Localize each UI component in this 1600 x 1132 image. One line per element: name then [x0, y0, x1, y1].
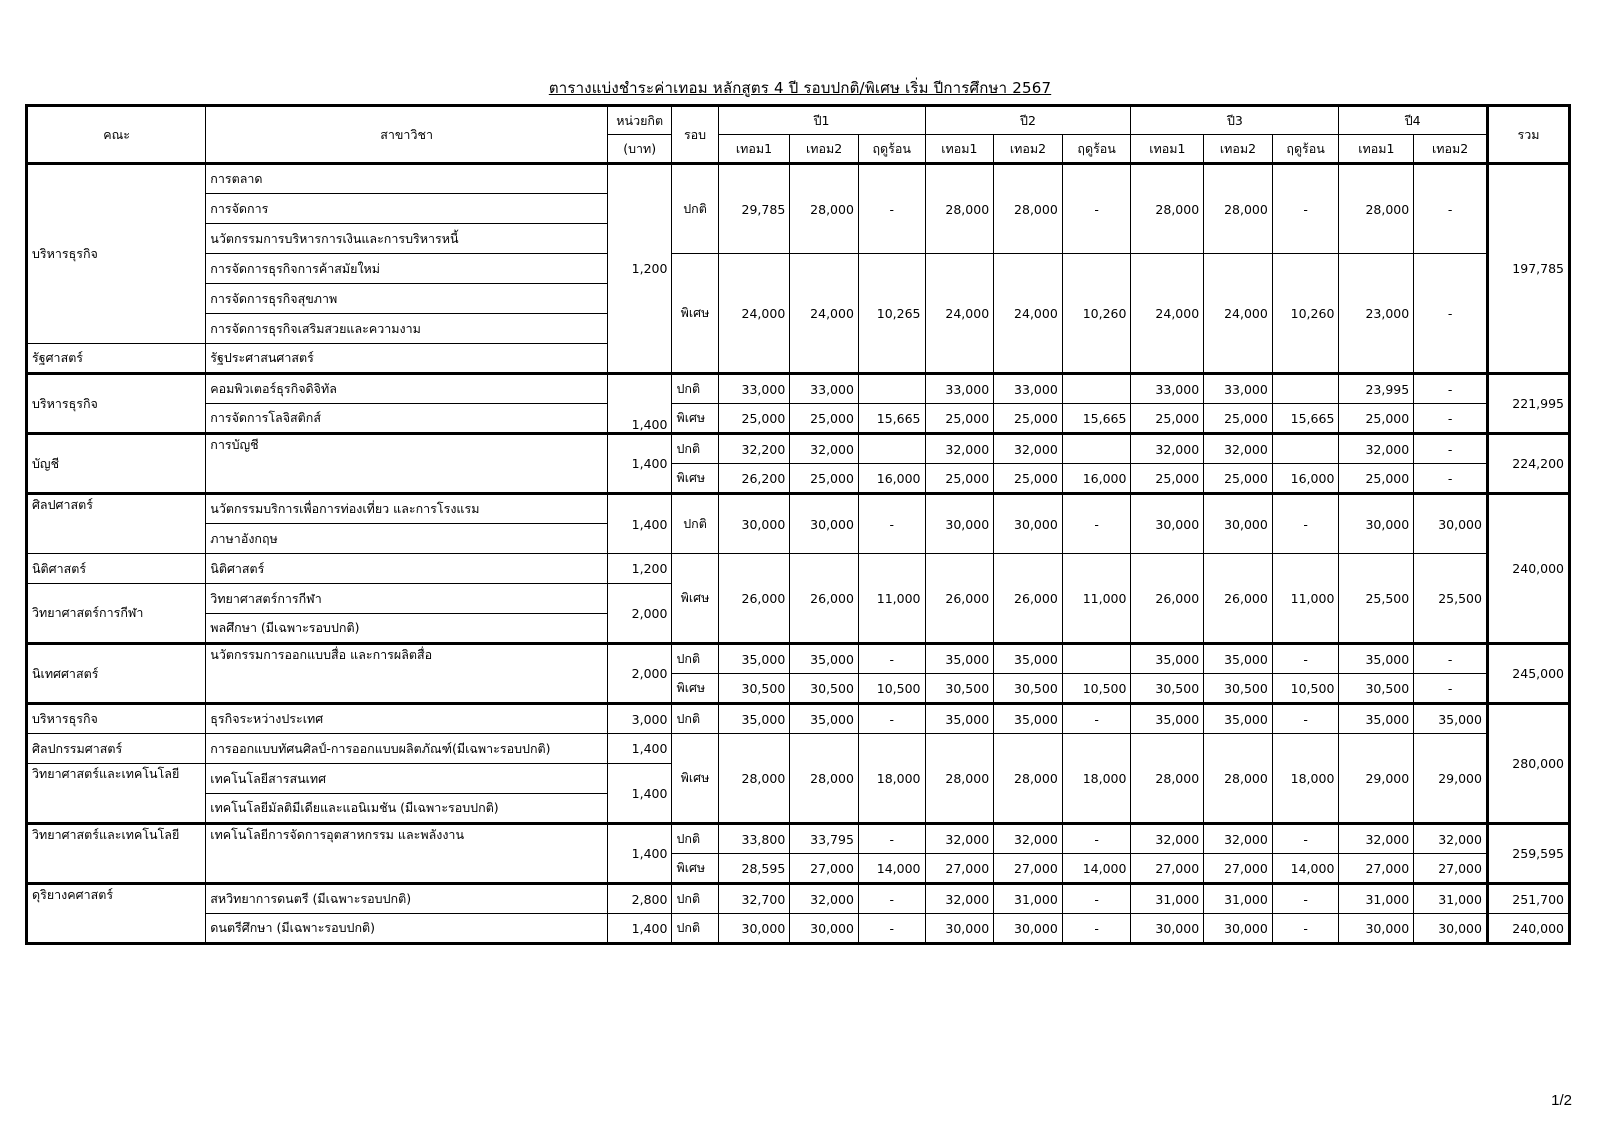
fee-cell: -	[1062, 884, 1131, 914]
credit-fee-cell: 1,400	[607, 914, 672, 944]
fee-cell: 25,000	[718, 404, 790, 434]
fee-cell: -	[858, 164, 925, 254]
faculty-cell: ดุริยางคศาสตร์	[27, 884, 206, 944]
fee-cell: -	[858, 494, 925, 554]
header-faculty: คณะ	[27, 106, 206, 164]
fee-cell: 25,000	[994, 404, 1063, 434]
fee-cell: -	[1272, 914, 1339, 944]
fee-cell: 25,000	[790, 464, 859, 494]
fee-cell: 30,000	[790, 914, 859, 944]
fee-cell: 25,000	[1131, 464, 1204, 494]
header-round: รอบ	[672, 106, 718, 164]
fee-cell: 30,000	[1414, 914, 1488, 944]
major-cell: รัฐประศาสนศาสตร์	[206, 344, 608, 374]
fee-cell: -	[858, 644, 925, 674]
header-y3-term2: เทอม2	[1204, 135, 1273, 164]
major-cell: นวัตกรรมการออกแบบสื่อ และการผลิตสื่อ	[206, 644, 608, 704]
fee-cell: 10,500	[1062, 674, 1131, 704]
major-cell: การจัดการธุรกิจเสริมสวยและความงาม	[206, 314, 608, 344]
fee-cell: -	[1414, 674, 1488, 704]
table-row	[27, 644, 1570, 674]
fee-cell: 28,000	[790, 164, 859, 254]
total-cell: 280,000	[1487, 704, 1569, 824]
fee-cell: 25,000	[1131, 404, 1204, 434]
header-y4-term2: เทอม2	[1414, 135, 1488, 164]
fee-cell: 30,000	[994, 494, 1063, 554]
fee-cell: 33,800	[718, 824, 790, 854]
fee-cell: 32,000	[1339, 824, 1414, 854]
fee-cell	[1062, 434, 1131, 464]
fee-cell: 18,000	[1272, 734, 1339, 824]
credit-fee-cell: 1,200	[607, 554, 672, 584]
table-row	[27, 374, 1570, 404]
header-credit-fee: หน่วยกิต	[607, 106, 672, 135]
fee-cell: 33,000	[790, 374, 859, 404]
fee-cell: 35,000	[994, 644, 1063, 674]
fee-cell: -	[1414, 254, 1488, 374]
fee-cell: 35,000	[925, 644, 994, 674]
fee-cell: 35,000	[925, 704, 994, 734]
fee-cell: 14,000	[1272, 854, 1339, 884]
fee-cell: 29,000	[1414, 734, 1488, 824]
table-row	[27, 884, 1570, 914]
fee-cell: 28,000	[718, 734, 790, 824]
major-cell: ธุรกิจระหว่างประเทศ	[206, 704, 608, 734]
fee-cell: -	[1062, 704, 1131, 734]
fee-cell: 25,500	[1414, 554, 1488, 644]
header-year-2: ปี2	[925, 106, 1131, 135]
fee-cell: 35,000	[1204, 644, 1273, 674]
fee-cell: 32,000	[1414, 824, 1488, 854]
fee-cell: 30,000	[718, 494, 790, 554]
fee-cell: 26,200	[718, 464, 790, 494]
major-cell: การบัญชี	[206, 434, 608, 494]
fee-cell: 16,000	[1272, 464, 1339, 494]
fee-cell: 30,000	[1131, 494, 1204, 554]
major-cell: พลศึกษา (มีเฉพาะรอบปกติ)	[206, 614, 608, 644]
credit-fee-cell: 1,400	[607, 764, 672, 824]
fee-cell: 24,000	[994, 254, 1063, 374]
fee-cell: 30,000	[1204, 914, 1273, 944]
fee-cell: -	[1272, 704, 1339, 734]
fee-cell: 24,000	[925, 254, 994, 374]
header-y1-term1: เทอม1	[718, 135, 790, 164]
fee-cell: 26,000	[1131, 554, 1204, 644]
fee-cell: 24,000	[1131, 254, 1204, 374]
total-cell: 224,200	[1487, 434, 1569, 494]
major-cell: นิติศาสตร์	[206, 554, 608, 584]
fee-cell: 30,500	[1339, 674, 1414, 704]
fee-cell: 28,000	[925, 734, 994, 824]
fee-cell: 25,000	[790, 404, 859, 434]
fee-cell: 35,000	[1204, 704, 1273, 734]
round-normal: ปกติ	[672, 704, 718, 734]
total-cell: 259,595	[1487, 824, 1569, 884]
fee-cell: 32,000	[1131, 434, 1204, 464]
fee-cell: 35,000	[1339, 644, 1414, 674]
fee-cell: 25,000	[925, 404, 994, 434]
round-special: พิเศษ	[672, 854, 718, 884]
fee-cell: 24,000	[718, 254, 790, 374]
fee-cell: 32,000	[925, 434, 994, 464]
faculty-cell: ศิลปศาสตร์	[27, 494, 206, 554]
fee-cell: 26,000	[925, 554, 994, 644]
fee-cell: 28,000	[1131, 164, 1204, 254]
fee-cell: 28,000	[1204, 734, 1273, 824]
fee-cell: 10,265	[858, 254, 925, 374]
table-row	[27, 164, 1570, 194]
fee-cell	[858, 374, 925, 404]
fee-cell: 30,500	[994, 674, 1063, 704]
fee-cell: 26,000	[1204, 554, 1273, 644]
fee-cell: 25,000	[1204, 464, 1273, 494]
fee-cell: 33,000	[718, 374, 790, 404]
fee-cell: 27,000	[994, 854, 1063, 884]
table-body	[27, 164, 1570, 944]
fee-cell: 10,500	[858, 674, 925, 704]
fee-cell: 27,000	[1339, 854, 1414, 884]
fee-cell: 32,000	[790, 434, 859, 464]
fee-cell: 30,500	[1204, 674, 1273, 704]
header-y2-summer: ฤดูร้อน	[1062, 135, 1131, 164]
header-row-1	[27, 106, 1570, 135]
fee-cell: 31,000	[1414, 884, 1488, 914]
faculty-cell: วิทยาศาสตร์และเทคโนโลยี	[27, 824, 206, 884]
fee-cell: 30,000	[994, 914, 1063, 944]
fee-cell: -	[1414, 404, 1488, 434]
round-normal: ปกติ	[672, 494, 718, 554]
faculty-cell: บัญชี	[27, 434, 206, 494]
fee-cell: 32,200	[718, 434, 790, 464]
faculty-cell: นิติศาสตร์	[27, 554, 206, 584]
fee-cell: 23,000	[1339, 254, 1414, 374]
header-year-3: ปี3	[1131, 106, 1339, 135]
total-cell: 221,995	[1487, 374, 1569, 434]
faculty-cell: รัฐศาสตร์	[27, 344, 206, 374]
fee-cell: 31,000	[994, 884, 1063, 914]
fee-cell: 32,000	[1204, 434, 1273, 464]
header-y2-term1: เทอม1	[925, 135, 994, 164]
total-cell: 240,000	[1487, 494, 1569, 644]
major-cell: การจัดการ	[206, 194, 608, 224]
fee-cell	[1062, 644, 1131, 674]
round-normal: ปกติ	[672, 914, 718, 944]
fee-cell: 29,000	[1339, 734, 1414, 824]
fee-cell: 26,000	[790, 554, 859, 644]
fee-cell: 27,000	[925, 854, 994, 884]
fee-cell: -	[1272, 824, 1339, 854]
fee-cell: 35,000	[1414, 704, 1488, 734]
fee-cell: -	[1272, 644, 1339, 674]
header-year-1: ปี1	[718, 106, 925, 135]
fee-cell: 28,000	[1204, 164, 1273, 254]
fee-cell: 32,000	[790, 884, 859, 914]
major-cell: ภาษาอังกฤษ	[206, 524, 608, 554]
fee-cell: 25,000	[1339, 404, 1414, 434]
round-normal: ปกติ	[672, 164, 718, 254]
fee-cell: 25,000	[1339, 464, 1414, 494]
fee-cell: 32,000	[994, 824, 1063, 854]
fee-cell: -	[1062, 494, 1131, 554]
fee-cell: 27,000	[1414, 854, 1488, 884]
fee-cell: -	[1062, 824, 1131, 854]
page-number: 1/2	[1551, 1092, 1572, 1109]
fee-cell: 32,000	[1131, 824, 1204, 854]
fee-cell: 25,000	[1204, 404, 1273, 434]
major-cell: การตลาด	[206, 164, 608, 194]
major-cell: การจัดการโลจิสติกส์	[206, 404, 608, 434]
credit-fee-cell: 1,200	[607, 164, 672, 374]
fee-cell: 30,500	[718, 674, 790, 704]
fee-cell: 32,000	[1204, 824, 1273, 854]
fee-cell: 30,500	[925, 674, 994, 704]
total-cell: 245,000	[1487, 644, 1569, 704]
fee-cell: 27,000	[1131, 854, 1204, 884]
header-credit-fee-unit: (บาท)	[607, 135, 672, 164]
fee-cell: -	[1414, 164, 1488, 254]
fee-cell: 28,000	[1131, 734, 1204, 824]
fee-cell: -	[1414, 374, 1488, 404]
fee-cell: -	[1062, 914, 1131, 944]
fee-cell: -	[1414, 434, 1488, 464]
fee-cell: 10,500	[1272, 674, 1339, 704]
header-y1-summer: ฤดูร้อน	[858, 135, 925, 164]
faculty-cell: บริหารธุรกิจ	[27, 374, 206, 434]
round-special: พิเศษ	[672, 254, 718, 374]
table-row	[27, 704, 1570, 734]
table-row	[27, 734, 1570, 764]
fee-cell: 33,000	[1131, 374, 1204, 404]
fee-cell: 11,000	[858, 554, 925, 644]
table-row	[27, 554, 1570, 584]
fee-cell: 30,500	[1131, 674, 1204, 704]
fee-cell: -	[858, 914, 925, 944]
fee-cell: -	[1062, 164, 1131, 254]
fee-cell: 27,000	[1204, 854, 1273, 884]
fee-cell: 32,000	[925, 824, 994, 854]
fee-cell: 30,000	[1131, 914, 1204, 944]
round-special: พิเศษ	[672, 674, 718, 704]
fee-cell: 29,785	[718, 164, 790, 254]
fee-cell: 32,000	[994, 434, 1063, 464]
fee-cell: 32,000	[925, 884, 994, 914]
tuition-table	[25, 104, 1571, 945]
round-special: พิเศษ	[672, 404, 718, 434]
fee-cell: 35,000	[1131, 644, 1204, 674]
fee-cell: 23,995	[1339, 374, 1414, 404]
header-y1-term2: เทอม2	[790, 135, 859, 164]
fee-cell: 28,595	[718, 854, 790, 884]
fee-cell: 28,000	[1339, 164, 1414, 254]
fee-cell	[1272, 374, 1339, 404]
fee-cell: 11,000	[1272, 554, 1339, 644]
faculty-cell: บริหารธุรกิจ	[27, 164, 206, 344]
fee-cell: 31,000	[1204, 884, 1273, 914]
total-cell: 240,000	[1487, 914, 1569, 944]
total-cell: 197,785	[1487, 164, 1569, 374]
faculty-cell: บริหารธุรกิจ	[27, 704, 206, 734]
faculty-cell: วิทยาศาสตร์การกีฬา	[27, 584, 206, 644]
faculty-cell: วิทยาศาสตร์และเทคโนโลยี	[27, 764, 206, 824]
fee-cell: -	[1272, 164, 1339, 254]
table-row	[27, 494, 1570, 524]
fee-cell: 18,000	[1062, 734, 1131, 824]
fee-cell: 35,000	[718, 644, 790, 674]
fee-cell: 18,000	[858, 734, 925, 824]
fee-cell: 30,000	[718, 914, 790, 944]
fee-cell: -	[1272, 884, 1339, 914]
fee-cell: -	[1414, 464, 1488, 494]
fee-cell: 15,665	[858, 404, 925, 434]
round-normal: ปกติ	[672, 884, 718, 914]
header-y4-term1: เทอม1	[1339, 135, 1414, 164]
header-year-4: ปี4	[1339, 106, 1488, 135]
header-y2-term2: เทอม2	[994, 135, 1063, 164]
fee-cell: 30,000	[1414, 494, 1488, 554]
table-row	[27, 404, 1570, 434]
fee-cell: 30,000	[925, 914, 994, 944]
header-total: รวม	[1487, 106, 1569, 164]
round-normal: ปกติ	[672, 824, 718, 854]
table-row	[27, 434, 1570, 464]
fee-cell: 33,000	[925, 374, 994, 404]
fee-cell: -	[858, 884, 925, 914]
major-cell: เทคโนโลยีมัลติมีเดียและแอนิเมชัน (มีเฉพาะรอบปกติ)	[206, 794, 608, 824]
fee-cell: 28,000	[790, 734, 859, 824]
document-title: ตารางแบ่งชำระค่าเทอม หลักสูตร 4 ปี รอบปกติ/พิเศษ เริ่ม ปีการศึกษา 2567	[548, 79, 1052, 97]
fee-cell: -	[1272, 494, 1339, 554]
fee-cell: 33,795	[790, 824, 859, 854]
major-cell: นวัตกรรมบริการเพื่อการท่องเที่ยว และการโรงแรม	[206, 494, 608, 524]
fee-cell: 26,000	[718, 554, 790, 644]
table-row	[27, 254, 1570, 284]
fee-cell: 33,000	[1204, 374, 1273, 404]
fee-cell: 35,000	[718, 704, 790, 734]
fee-cell: 30,000	[1204, 494, 1273, 554]
header-y3-summer: ฤดูร้อน	[1272, 135, 1339, 164]
fee-cell: 16,000	[858, 464, 925, 494]
major-cell: การออกแบบทัศนศิลป์-การออกแบบผลิตภัณฑ์(มีเฉพาะรอบปกติ)	[206, 734, 608, 764]
major-cell: ดนตรีศึกษา (มีเฉพาะรอบปกติ)	[206, 914, 608, 944]
credit-fee-cell: 1,400	[607, 434, 672, 494]
round-special: พิเศษ	[672, 554, 718, 644]
round-normal: ปกติ	[672, 434, 718, 464]
fee-cell: 30,000	[790, 494, 859, 554]
fee-cell: 15,665	[1062, 404, 1131, 434]
credit-fee-cell: 2,800	[607, 884, 672, 914]
round-normal: ปกติ	[672, 374, 718, 404]
fee-cell: 28,000	[994, 734, 1063, 824]
table-row	[27, 824, 1570, 854]
fee-cell: -	[858, 824, 925, 854]
fee-cell: -	[858, 704, 925, 734]
major-cell: สหวิทยาการดนตรี (มีเฉพาะรอบปกติ)	[206, 884, 608, 914]
round-special: พิเศษ	[672, 734, 718, 824]
credit-fee-cell: 3,000	[607, 704, 672, 734]
credit-fee-cell: 2,000	[607, 644, 672, 704]
major-cell: เทคโนโลยีการจัดการอุตสาหกรรม และพลังงาน	[206, 824, 608, 884]
credit-fee-cell: 1,400	[607, 824, 672, 884]
fee-cell: 24,000	[790, 254, 859, 374]
major-cell: วิทยาศาสตร์การกีฬา	[206, 584, 608, 614]
fee-cell: 24,000	[1204, 254, 1273, 374]
fee-cell: 27,000	[790, 854, 859, 884]
fee-cell: 11,000	[1062, 554, 1131, 644]
fee-cell	[1062, 374, 1131, 404]
total-cell: 251,700	[1487, 884, 1569, 914]
major-cell: นวัตกรรมการบริหารการเงินและการบริหารหนี้	[206, 224, 608, 254]
fee-cell: 33,000	[994, 374, 1063, 404]
faculty-cell: ศิลปกรรมศาสตร์	[27, 734, 206, 764]
fee-cell: 26,000	[994, 554, 1063, 644]
major-cell: การจัดการธุรกิจสุขภาพ	[206, 284, 608, 314]
fee-cell: 14,000	[858, 854, 925, 884]
fee-cell: 14,000	[1062, 854, 1131, 884]
fee-cell: 30,000	[1339, 914, 1414, 944]
fee-cell: 10,260	[1272, 254, 1339, 374]
fee-cell: 31,000	[1339, 884, 1414, 914]
fee-cell: 30,500	[790, 674, 859, 704]
credit-fee-cell: 1,400	[607, 494, 672, 554]
fee-cell: 32,000	[1339, 434, 1414, 464]
fee-cell: 35,000	[790, 704, 859, 734]
credit-fee-cell: 2,000	[607, 584, 672, 644]
faculty-cell: นิเทศศาสตร์	[27, 644, 206, 704]
fee-cell: -	[1414, 644, 1488, 674]
table-row	[27, 914, 1570, 944]
fee-cell: 35,000	[994, 704, 1063, 734]
fee-cell: 28,000	[925, 164, 994, 254]
fee-cell: 31,000	[1131, 884, 1204, 914]
fee-cell	[858, 434, 925, 464]
fee-cell	[1272, 434, 1339, 464]
fee-cell: 25,000	[925, 464, 994, 494]
header-major: สาขาวิชา	[206, 106, 608, 164]
fee-cell: 30,000	[925, 494, 994, 554]
major-cell: คอมพิวเตอร์ธุรกิจดิจิทัล	[206, 374, 608, 404]
fee-cell: 32,700	[718, 884, 790, 914]
header-y3-term1: เทอม1	[1131, 135, 1204, 164]
credit-fee-cell: 1,400	[607, 374, 672, 434]
fee-cell: 35,000	[1131, 704, 1204, 734]
major-cell: เทคโนโลยีสารสนเทศ	[206, 764, 608, 794]
fee-cell: 15,665	[1272, 404, 1339, 434]
fee-cell: 35,000	[790, 644, 859, 674]
fee-cell: 25,500	[1339, 554, 1414, 644]
fee-cell: 16,000	[1062, 464, 1131, 494]
fee-cell: 10,260	[1062, 254, 1131, 374]
round-special: พิเศษ	[672, 464, 718, 494]
major-cell: การจัดการธุรกิจการค้าสมัยใหม่	[206, 254, 608, 284]
round-normal: ปกติ	[672, 644, 718, 674]
fee-cell: 28,000	[994, 164, 1063, 254]
fee-cell: 35,000	[1339, 704, 1414, 734]
fee-cell: 25,000	[994, 464, 1063, 494]
credit-fee-cell: 1,400	[607, 734, 672, 764]
fee-cell: 30,000	[1339, 494, 1414, 554]
